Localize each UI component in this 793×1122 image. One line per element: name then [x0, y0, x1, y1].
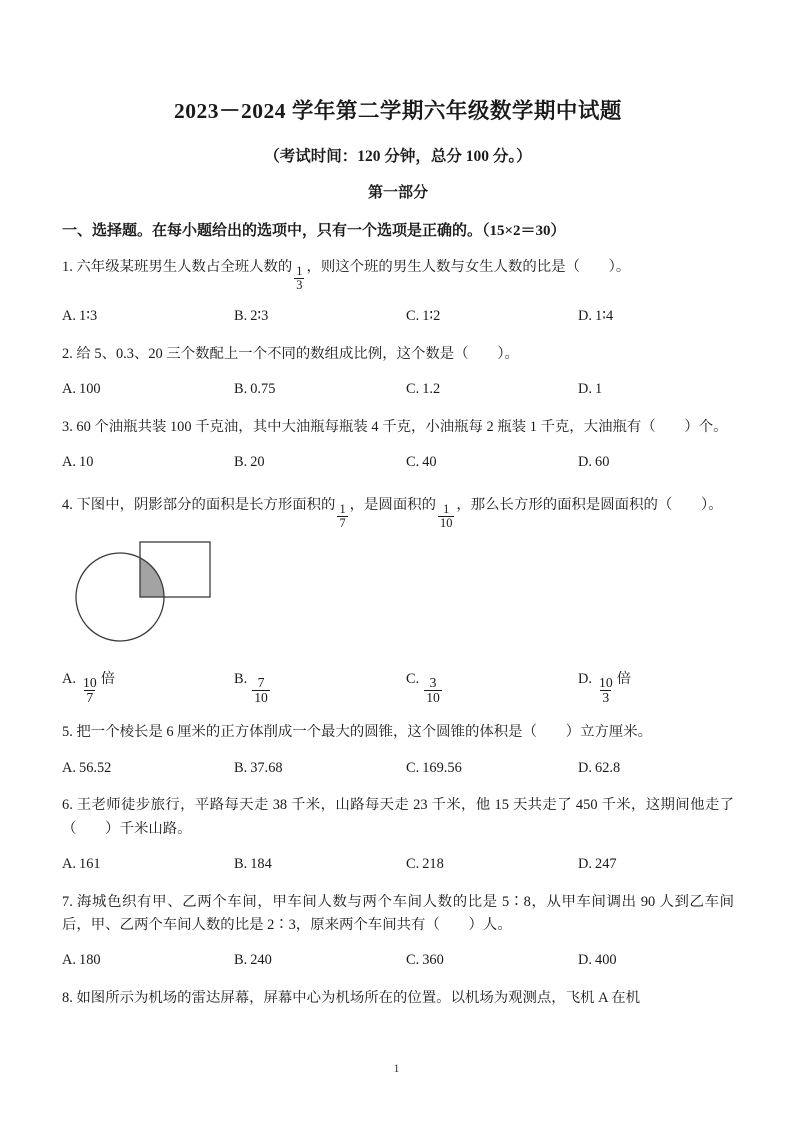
- question-4-text-before: 下图中，阴影部分的面积是长方形面积的: [76, 496, 336, 513]
- option-5-a[interactable]: A. 56.52: [62, 759, 112, 776]
- page-content: [62, 0, 734, 1010]
- question-1-text-after: ，则这个班的男生人数与女生人数的比是（ ）。: [306, 258, 631, 275]
- option-5-c[interactable]: C. 169.56: [406, 759, 462, 776]
- question-8: [62, 972, 734, 1010]
- question-4-fraction-1: $\frac{1}{7}$: [339, 501, 346, 530]
- question-8-number: 8.: [62, 989, 73, 1006]
- question-5-number: 5.: [62, 724, 73, 741]
- question-1: [62, 241, 734, 293]
- question-7-number: 7.: [62, 893, 73, 910]
- question-2-text: 给 5、0.3、20 三个数配上一个不同的数组成比例，这个数是（ ）。: [76, 345, 519, 362]
- option-1-b[interactable]: B. 2∶3: [234, 308, 269, 325]
- question-1-fraction: $\frac{1}{3}$: [296, 264, 303, 292]
- option-1-a[interactable]: A. 1∶3: [62, 308, 98, 325]
- question-5-options: [62, 745, 734, 780]
- option-4-c[interactable]: C. $\frac{3}{10}$: [406, 670, 440, 705]
- question-4-text-after: ，那么长方形的面积是圆面积的（ ）。: [456, 496, 723, 513]
- question-4-figure: [62, 537, 734, 655]
- option-7-a[interactable]: A. 180: [62, 952, 101, 969]
- question-7-options: [62, 937, 734, 972]
- option-7-c[interactable]: C. 360: [406, 952, 444, 969]
- section-heading-multiple-choice: 一、选择题。在每小题给出的选项中，只有一个选项是正确的。（15×2＝30）: [62, 222, 566, 239]
- question-1-text-before: 六年级某班男生人数占全班人数的: [76, 258, 293, 275]
- question-7: [62, 876, 734, 938]
- question-3-number: 3.: [62, 418, 73, 435]
- question-3: [62, 401, 734, 439]
- question-3-options: [62, 439, 734, 474]
- page-number: 1: [393, 1063, 400, 1075]
- question-5: [62, 706, 734, 744]
- option-6-d[interactable]: D. 247: [578, 855, 617, 872]
- question-3-text: 60 个油瓶共装 100 千克油，其中大油瓶每瓶装 4 千克，小油瓶每 2 瓶装 1 千克，大油瓶有（ ）个。: [76, 418, 728, 435]
- option-7-d[interactable]: D. 400: [578, 952, 617, 969]
- question-6-options: [62, 841, 734, 876]
- option-4-a-fraction: $\frac{10}{7}$: [83, 674, 97, 705]
- option-4-b-fraction: $\frac{7}{10}$: [254, 674, 268, 705]
- option-3-d[interactable]: D. 60: [578, 453, 610, 470]
- question-6: [62, 779, 734, 841]
- question-6-number: 6.: [62, 797, 73, 814]
- option-3-a[interactable]: A. 10: [62, 453, 94, 470]
- question-2-number: 2.: [62, 345, 73, 362]
- option-2-a[interactable]: A. 100: [62, 380, 101, 397]
- question-6-text: 王老师徒步旅行，平路每天走 38 千米，山路每天走 23 千米，他 15 天共走了 450 千米，这期间他走了（ ）千米山路。: [62, 797, 734, 837]
- option-5-b[interactable]: B. 37.68: [234, 759, 283, 776]
- option-2-c[interactable]: C. 1.2: [406, 380, 441, 397]
- circle-rectangle-overlap-diagram: [65, 537, 295, 652]
- option-4-a[interactable]: A. $\frac{10}{7}$ 倍: [62, 670, 116, 705]
- question-8-text: 如图所示为机场的雷达屏幕，屏幕中心为机场所在的位置。以机场为观测点，飞机 A 在机: [76, 989, 641, 1006]
- option-1-d[interactable]: D. 1∶4: [578, 308, 614, 325]
- question-1-options: [62, 293, 734, 328]
- question-4: [62, 474, 734, 531]
- option-3-b[interactable]: B. 20: [234, 453, 265, 470]
- option-4-b[interactable]: B. $\frac{7}{10}$: [234, 670, 268, 705]
- page-title: 2023－2024 学年第二学期六年级数学期中试题: [174, 99, 622, 123]
- option-5-d[interactable]: D. 62.8: [578, 759, 621, 776]
- question-4-text-middle: ，是圆面积的: [349, 496, 436, 513]
- question-4-number: 4.: [62, 496, 73, 513]
- question-1-number: 1.: [62, 258, 73, 275]
- option-1-c[interactable]: C. 1∶2: [406, 308, 441, 325]
- option-6-b[interactable]: B. 184: [234, 855, 272, 872]
- option-4-d-fraction: $\frac{10}{3}$: [599, 674, 613, 705]
- question-2-options: [62, 366, 734, 401]
- option-7-b[interactable]: B. 240: [234, 952, 272, 969]
- question-7-text: 海城色织有甲、乙两个车间，甲车间人数与两个车间人数的比是 5∶8，从甲车间调出 90 人到乙车间后，甲、乙两个车间人数的比是 2∶3，原来两个车间共有（ ）人。: [62, 893, 734, 933]
- question-5-text: 把一个棱长是 6 厘米的正方体削成一个最大的圆锥，这个圆锥的体积是（ ）立方厘米。: [76, 724, 653, 741]
- question-4-fraction-2: $\frac{1}{10}$: [440, 501, 453, 530]
- question-2: [62, 328, 734, 366]
- option-6-c[interactable]: C. 218: [406, 855, 444, 872]
- option-4-c-fraction: $\frac{3}{10}$: [426, 674, 440, 705]
- question-4-options: [62, 655, 734, 707]
- part-heading: 第一部分: [367, 185, 428, 202]
- option-6-a[interactable]: A. 161: [62, 855, 101, 872]
- option-2-d[interactable]: D. 1: [578, 380, 603, 397]
- option-3-c[interactable]: C. 40: [406, 453, 437, 470]
- exam-info-line: （考试时间：120 分钟，总分 100 分。）: [264, 147, 532, 165]
- option-4-d[interactable]: D. $\frac{10}{3}$ 倍: [578, 670, 632, 705]
- option-2-b[interactable]: B. 0.75: [234, 380, 276, 397]
